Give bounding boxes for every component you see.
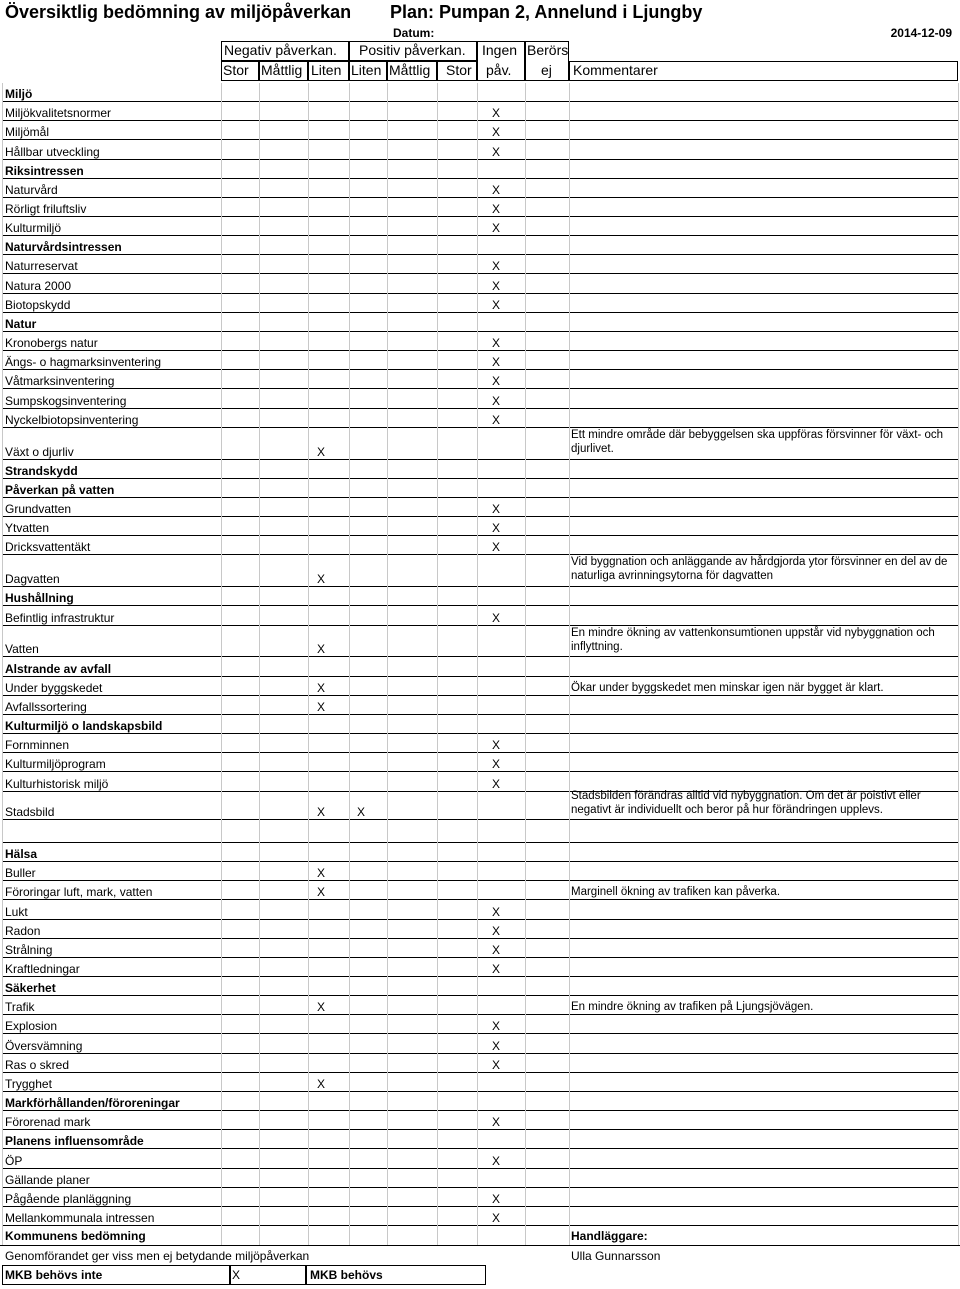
table-row: [0, 881, 960, 900]
section-heading-row: [0, 479, 960, 498]
row-label: Befintlig infrastruktur: [5, 610, 115, 625]
table-row: [0, 958, 960, 977]
mkb-not-needed-mark: X: [232, 1268, 241, 1282]
page-title: Översiktlig bedömning av miljöpåverkan: [5, 2, 352, 22]
mark-neg-liten: X: [316, 444, 325, 459]
table-row: [0, 102, 960, 121]
column-divider: [958, 83, 959, 1245]
handler-label: Handläggare:: [571, 1229, 648, 1243]
section-heading-row: [0, 1092, 960, 1111]
column-divider: [437, 83, 438, 1245]
mark-ingen: X: [491, 106, 500, 121]
column-divider: [349, 83, 350, 1245]
row-label: Gällande planer: [5, 1172, 90, 1187]
table-row: [0, 198, 960, 217]
mkb-mark-box: [230, 1265, 306, 1285]
row-label: Rörligt friluftsliv: [5, 202, 87, 217]
section-heading-row: [0, 977, 960, 996]
mark-ingen: X: [491, 1019, 500, 1034]
row-label: Hållbar utveckling: [5, 144, 100, 159]
handler-name: Ulla Gunnarsson: [571, 1249, 661, 1263]
row-label: Miljökvalitetsnormer: [5, 106, 112, 121]
table-row: [0, 370, 960, 389]
row-label: Fornminnen: [5, 738, 70, 753]
section-heading-row: [0, 236, 960, 255]
table-row: [0, 389, 960, 408]
row-label: Strålning: [5, 942, 53, 957]
datum-label: Datum:: [393, 26, 435, 40]
row-label: Kulturhistorisk miljö: [5, 776, 109, 791]
row-label: Dagvatten: [5, 572, 60, 587]
table-row: [0, 862, 960, 881]
row-label: Naturvård: [5, 182, 58, 197]
assessment-text: Genomförandet ger viss men ej betydande miljöpåverkan: [5, 1249, 310, 1263]
mark-ingen: X: [491, 757, 500, 772]
row-label: Natura 2000: [5, 278, 72, 293]
row-label: Ängs- o hagmarksinventering: [5, 355, 162, 370]
row-label: Avfallssortering: [5, 699, 87, 714]
mark-ingen: X: [491, 1038, 500, 1053]
header-neg-stor: Stor: [223, 62, 249, 78]
mark-ingen: X: [491, 962, 500, 977]
section-heading-row: [0, 83, 960, 102]
row-divider: [2, 1225, 958, 1226]
plan-title: Plan: Pumpan 2, Annelund i Ljungby: [390, 2, 703, 22]
section-heading-row: [0, 843, 960, 862]
header-unaffected-bottom: ej: [541, 62, 552, 78]
header-none-bottom: påv.: [486, 62, 512, 78]
mark-ingen: X: [491, 923, 500, 938]
mark-ingen: X: [491, 502, 500, 517]
mkb-needed-label: MKB behövs: [310, 1268, 383, 1282]
table-row: [0, 1073, 960, 1092]
mark-ingen: X: [491, 202, 500, 217]
section-heading: Miljö: [5, 87, 33, 102]
header-pos-mattlig: Måttlig: [389, 62, 431, 78]
section-heading: Säkerhet: [5, 981, 56, 996]
header-pos-stor: Stor: [446, 62, 472, 78]
table-row: [0, 1054, 960, 1073]
column-divider: [221, 83, 222, 1245]
row-comment: Ökar under byggskedet men minskar igen när bygget är klart.: [571, 681, 884, 694]
header-group-positive: Positiv påverkan.: [359, 42, 466, 58]
row-label: Nyckelbiotopsinventering: [5, 412, 139, 427]
section-heading-row: [0, 313, 960, 332]
section-heading: Hälsa: [5, 847, 38, 862]
mark-ingen: X: [491, 610, 500, 625]
row-label: Lukt: [5, 904, 28, 919]
table-row: [0, 274, 960, 293]
table-row: [0, 789, 960, 821]
section-heading-row: [0, 1130, 960, 1149]
row-label: Dricksvattentäkt: [5, 540, 91, 555]
mark-neg-liten: X: [316, 642, 325, 657]
mark-ingen: X: [491, 125, 500, 140]
column-divider: [387, 83, 388, 1245]
header-group-none: Ingen: [482, 42, 518, 58]
mark-neg-liten: X: [316, 805, 325, 820]
mark-ingen: X: [491, 297, 500, 312]
table-row: [0, 255, 960, 274]
table-row: [0, 1015, 960, 1034]
mkb-not-needed-label: MKB behövs inte: [5, 1268, 103, 1282]
section-heading: Påverkan på vatten: [5, 482, 115, 497]
table-row: [0, 1111, 960, 1130]
table-row: [0, 696, 960, 715]
table-row: [0, 1149, 960, 1168]
mark-ingen: X: [491, 278, 500, 293]
table-row: [0, 996, 960, 1015]
header-comments: Kommentarer: [573, 62, 658, 78]
mark-neg-liten: X: [316, 885, 325, 900]
row-label: Pågående planläggning: [5, 1191, 132, 1206]
row-label: Sumpskogsinventering: [5, 393, 127, 408]
table-row: [0, 555, 960, 587]
row-label: Under byggskedet: [5, 680, 103, 695]
section-heading: Naturvårdsintressen: [5, 240, 122, 255]
section-heading-row: [0, 715, 960, 734]
mark-ingen: X: [491, 259, 500, 274]
mark-ingen: X: [491, 738, 500, 753]
table-row: [0, 217, 960, 236]
mark-ingen: X: [491, 355, 500, 370]
row-label: Biotopskydd: [5, 297, 71, 312]
row-label: Mellankommunala intressen: [5, 1210, 155, 1225]
datum-value: 2014-12-09: [890, 26, 952, 40]
section-heading: Natur: [5, 316, 37, 331]
row-label: Stadsbild: [5, 805, 55, 820]
mark-neg-liten: X: [316, 699, 325, 714]
header-group-unaffected: Berörs: [527, 42, 569, 58]
table-row: [0, 428, 960, 460]
column-divider: [525, 83, 526, 1245]
row-label: Grundvatten: [5, 502, 72, 517]
mark-ingen: X: [491, 336, 500, 351]
table-row: [0, 332, 960, 351]
mark-ingen: X: [491, 221, 500, 236]
mark-ingen: X: [491, 412, 500, 427]
row-comment: Marginell ökning av trafiken kan påverka.: [571, 886, 781, 899]
table-row: [0, 1207, 960, 1226]
header-neg-liten: Liten: [311, 62, 342, 78]
table-row: [0, 179, 960, 198]
table-row: [0, 121, 960, 140]
table-row: [0, 626, 960, 658]
section-heading-row: [0, 160, 960, 179]
row-label: Ras o skred: [5, 1057, 70, 1072]
assessment-title: Kommunens bedömning: [5, 1229, 146, 1243]
section-heading: Markförhållanden/föroreningar: [5, 1096, 180, 1111]
column-divider: [259, 83, 260, 1245]
section-heading: Alstrande av avfall: [5, 661, 112, 676]
table-row: [0, 351, 960, 370]
row-label: Buller: [5, 866, 36, 881]
mark-ingen: X: [491, 540, 500, 555]
section-heading: Kulturmiljö o landskapsbild: [5, 719, 163, 734]
mark-ingen: X: [491, 144, 500, 159]
mark-neg-liten: X: [316, 572, 325, 587]
mark-ingen: X: [491, 942, 500, 957]
row-label: Översvämning: [5, 1038, 83, 1053]
section-heading-row: [0, 460, 960, 479]
table-row: [0, 294, 960, 313]
table-row: [0, 734, 960, 753]
section-heading: Hushållning: [5, 591, 74, 606]
column-divider: [308, 83, 309, 1245]
row-label: Radon: [5, 923, 41, 938]
mark-neg-liten: X: [316, 680, 325, 695]
row-label: Förorenad mark: [5, 1115, 91, 1130]
row-label: Miljömål: [5, 125, 50, 140]
table-row: [0, 900, 960, 919]
section-heading: Riksintressen: [5, 163, 84, 178]
row-label: Kulturmiljöprogram: [5, 757, 106, 772]
row-comment: En mindre ökning av vattenkonsumtionen uppstår vid nybyggnation och inflyttning.: [571, 626, 935, 653]
mark-pos-liten: X: [356, 805, 365, 820]
mark-ingen: X: [491, 182, 500, 197]
mark-ingen: X: [491, 904, 500, 919]
mark-ingen: X: [491, 1210, 500, 1225]
table-row: [0, 606, 960, 625]
section-heading: Strandskydd: [5, 463, 78, 478]
table-row: [0, 517, 960, 536]
row-label: Kraftledningar: [5, 962, 80, 977]
row-label: Trafik: [5, 1000, 35, 1015]
section-heading-row: [0, 587, 960, 606]
mark-neg-liten: X: [316, 1076, 325, 1091]
table-row: [0, 820, 960, 843]
header-neg-mattlig: Måttlig: [261, 62, 303, 78]
table-row: [0, 1188, 960, 1207]
table-row: [0, 753, 960, 772]
row-comment: En mindre ökning av trafiken på Ljungsjövägen.: [571, 1001, 814, 1014]
mark-ingen: X: [491, 521, 500, 536]
mark-ingen: X: [491, 393, 500, 408]
mark-ingen: X: [491, 1115, 500, 1130]
column-divider: [569, 83, 570, 1245]
table-row: [0, 140, 960, 159]
mark-ingen: X: [491, 1057, 500, 1072]
header-pos-liten: Liten: [351, 62, 382, 78]
table-row: [0, 677, 960, 696]
row-label: Ytvatten: [5, 521, 50, 536]
section-heading-row: [0, 657, 960, 676]
column-divider: [2, 83, 3, 1245]
row-label: Vatten: [5, 642, 39, 657]
row-label: Trygghet: [5, 1076, 52, 1091]
row-comment: Vid byggnation och anläggande av hårdgjorda ytor försvinner en del av de naturliga avrinningsytorna för dagvatten: [571, 556, 948, 583]
header-group-negative: Negativ påverkan.: [224, 42, 337, 58]
row-comment: Ett mindre område där bebyggelsen ska uppföras försvinner för växt- och djurlivet.: [571, 428, 944, 455]
column-divider: [477, 83, 478, 1245]
row-label: ÖP: [5, 1153, 23, 1168]
row-label: Växt o djurliv: [5, 444, 74, 459]
table-row: [0, 536, 960, 555]
table-row: [0, 920, 960, 939]
mark-neg-liten: X: [316, 1000, 325, 1015]
mark-ingen: X: [491, 1153, 500, 1168]
table-row: [0, 409, 960, 428]
mark-neg-liten: X: [316, 866, 325, 881]
row-label: Naturreservat: [5, 259, 78, 274]
row-label: Föroringar luft, mark, vatten: [5, 885, 153, 900]
row-label: Kronobergs natur: [5, 336, 98, 351]
table-row: [0, 498, 960, 517]
section-heading: Planens influensområde: [5, 1134, 144, 1149]
table-row: [0, 1035, 960, 1054]
footer-rule: [0, 1245, 960, 1246]
row-label: Explosion: [5, 1019, 58, 1034]
mark-ingen: X: [491, 776, 500, 791]
row-label: Våtmarksinventering: [5, 374, 115, 389]
mark-ingen: X: [491, 374, 500, 389]
row-label: Kulturmiljö: [5, 221, 62, 236]
table-row: [0, 939, 960, 958]
table-row: [0, 1169, 960, 1188]
row-comment: Stadsbilden förändras alltid vid nybyggnation. Om det är poistivt eller negativt är individuellt och beror på hur förändringen upplevs.: [571, 789, 921, 816]
mark-ingen: X: [491, 1191, 500, 1206]
